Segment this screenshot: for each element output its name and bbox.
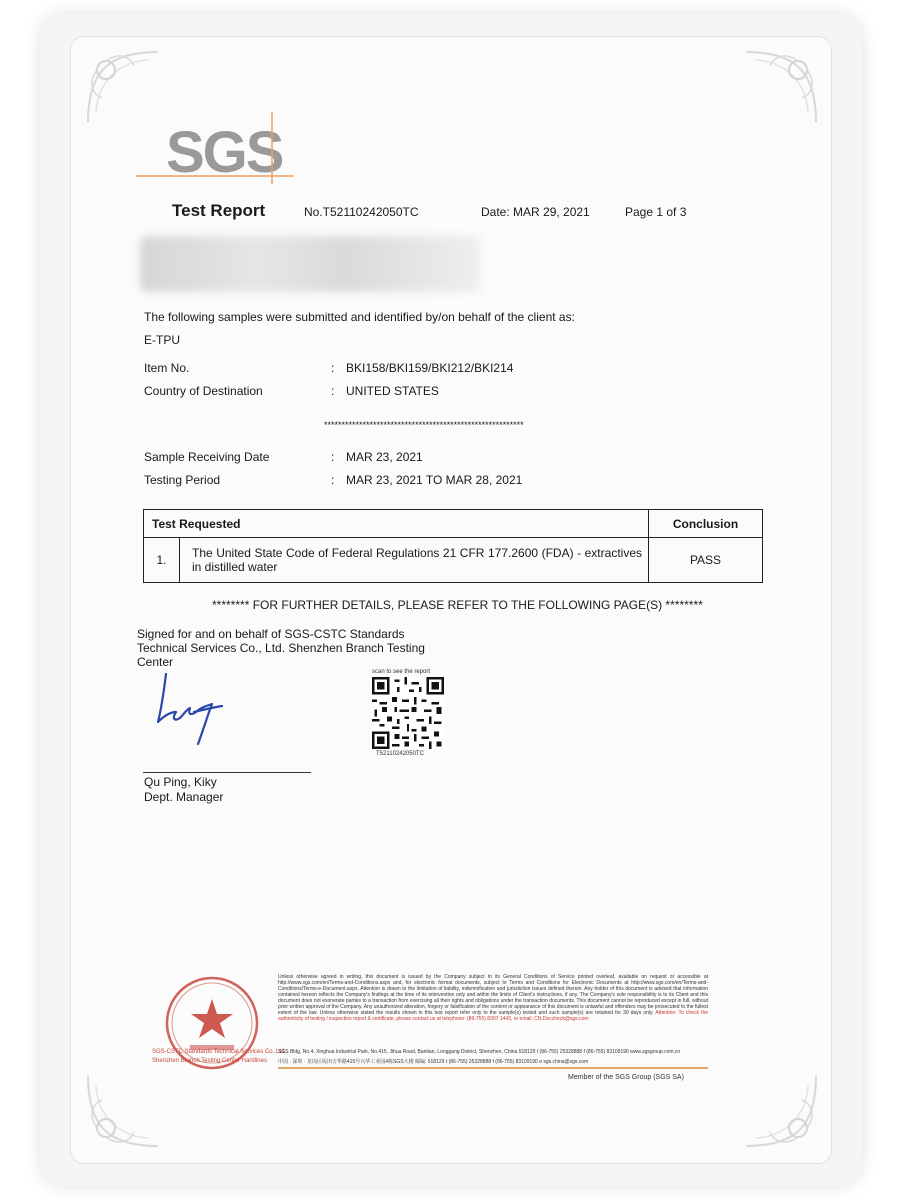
results-table	[143, 509, 763, 583]
testing-period-value: MAR 23, 2021 TO MAR 28, 2021	[346, 473, 523, 487]
item-no-value: BKI158/BKI159/BKI212/BKI214	[346, 361, 514, 375]
table-header-row	[144, 510, 763, 538]
country-value: UNITED STATES	[346, 384, 439, 398]
signer-name: Qu Ping, Kiky	[144, 775, 217, 789]
corner-ornament-icon	[736, 42, 826, 132]
further-details-note: ******** FOR FURTHER DETAILS, PLEASE REFER TO THE FOLLOWING PAGE(S) ********	[212, 598, 703, 612]
signed-on-behalf-text: Signed for and on behalf of SGS-CSTC Standards Technical Services Co., Ltd. Shenzhen Branch Testing Center	[137, 627, 425, 669]
sgs-logo	[136, 110, 296, 186]
qr-caption-top: scan to see the report	[372, 669, 431, 675]
row-test-description: The United State Code of Federal Regulations 21 CFR 177.2600 (FDA) - extractives in distilled water	[180, 538, 649, 583]
signer-title: Dept. Manager	[144, 790, 224, 804]
redacted-client-info	[140, 236, 480, 292]
signature-line	[143, 772, 311, 773]
colon: :	[331, 473, 335, 487]
sgs-group-membership: Member of the SGS Group (SGS SA)	[568, 1074, 684, 1081]
footer-address-english: SGS Bldg, No.4, Xinghua Industrial Park, No.415, Jihua Road, Bantian, Longgang District, Shenzhen, China 518129 t (86-755) 25328888 f (86-755) 83109190 www.sgsgroup.com.cn	[278, 1049, 681, 1055]
separator-stars: *********************************************************	[324, 420, 524, 430]
header-test-requested: Test Requested	[144, 510, 649, 538]
seal-caption-line1: SGS-CSTC Standards Technical Services Co.,Ltd.	[152, 1049, 286, 1055]
row-number: 1.	[144, 538, 180, 583]
seal-star-icon	[191, 999, 233, 1038]
qr-code-icon[interactable]	[372, 677, 444, 749]
colon: :	[331, 450, 335, 464]
receiving-date-label: Sample Receiving Date	[144, 450, 270, 464]
colon: :	[331, 361, 335, 375]
footer-address-chinese: 中国 · 深圳 · 龙岗区坂田吉华路415号兴华工业园4栋SGS大楼 邮编: 518129 t (86-755) 25328888 f (86-755) 83109190 e sgs.china@sgs.com	[278, 1059, 589, 1065]
header-conclusion: Conclusion	[649, 510, 763, 538]
item-no-label: Item No.	[144, 361, 190, 375]
intro-text: The following samples were submitted and identified by/on behalf of the client as:	[144, 310, 575, 324]
corner-ornament-icon	[736, 1066, 826, 1156]
testing-period-label: Testing Period	[144, 473, 221, 487]
row-conclusion: PASS	[649, 538, 763, 583]
footer-divider	[278, 1067, 708, 1069]
terms-fine-print	[278, 974, 708, 1022]
colon: :	[331, 384, 335, 398]
corner-ornament-icon	[78, 1066, 168, 1156]
terms-body: Unless otherwise agreed in writing, this document is issued by the Company subject to its General Conditions of Service printed overleaf, available on request or accessible at http://www.sgs.com/en/Terms-and-Conditions.aspx and, for electronic format documents, subject to Terms and Conditions for Electronic Documents at http://www.sgs.com/en/Terms-and-Conditions/Terms-e-Document.aspx. Attention is drawn to the limitation of liability, indemnification and jurisdiction issues defined therein. Any holder of this document is advised that information contained hereon reflects the Company's findings at the time of its intervention only and within the limits of Client's instructions, if any. The Company's sole responsibility is to its Client and this document does not exonerate parties to a transaction from exercising all their rights and obligations under the transaction documents. This document cannot be reproduced except in full, without prior written approval of the Company. Any unauthorized alteration, forgery or falsification of the content or appearance of this document is unlawful and offenders may be prosecuted to the fullest extent of the law. Unless otherwise stated the results shown in this test report refer only to the sample(s) tested and such sample(s) are retained for 30 days only.	[278, 974, 708, 1016]
seal-caption-line2: Shenzhen Branch Testing Center Hardlines	[152, 1058, 267, 1064]
receiving-date-value: MAR 23, 2021	[346, 450, 423, 464]
company-seal-stamp	[164, 975, 260, 1071]
report-date: Date: MAR 29, 2021	[481, 205, 590, 219]
country-label: Country of Destination	[144, 384, 263, 398]
report-title: Test Report	[172, 201, 266, 220]
table-row	[144, 538, 763, 583]
report-number: No.T52110242050TC	[304, 205, 419, 219]
page-indicator: Page 1 of 3	[625, 205, 687, 219]
qr-caption-bottom: T52110242050TC	[376, 751, 424, 757]
sample-name: E-TPU	[144, 333, 180, 347]
logo-text: SGS	[166, 120, 283, 185]
handwritten-signature	[150, 668, 240, 752]
authenticity-attention: Attention: To check the authenticity of testing / inspection report & certificate, please contact us at telephone: (86-755) 8307 1443, or email: CN.Doccheck@sgs.com	[278, 1010, 709, 1022]
